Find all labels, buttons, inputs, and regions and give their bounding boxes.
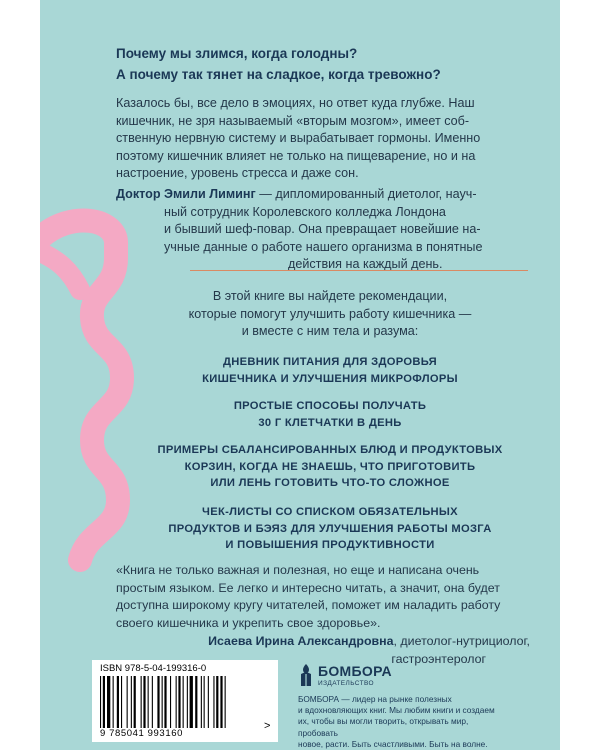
barcode-bar: [213, 676, 214, 728]
barcode-bar: [208, 676, 209, 728]
barcode-bar: [113, 676, 114, 728]
paragraph-line: поэтому кишечник влияет не только на пищеварение, но и на: [116, 148, 476, 163]
barcode-arrow: >: [264, 720, 271, 732]
barcode-bar: [107, 676, 110, 728]
author-paragraph: [116, 186, 526, 274]
barcode-bar: [117, 676, 119, 728]
barcode-bar: [100, 676, 101, 728]
paragraph-line: ный сотрудник Королевского колледжа Лондона: [164, 204, 446, 219]
barcode-bar: [103, 676, 105, 728]
barcode-bar: [220, 676, 222, 728]
barcode-bar: [225, 676, 226, 728]
barcode-bar: [178, 676, 180, 728]
barcode-bar: [127, 676, 128, 728]
author-name: Доктор Эмили Лиминг: [116, 187, 256, 201]
author-description: — дипломированный диетолог, науч-: [255, 187, 477, 201]
barcode-bars: [100, 676, 266, 728]
barcode-bar: [143, 676, 145, 728]
barcode-bar: [204, 676, 205, 728]
barcode-bar: [176, 676, 177, 728]
feature-line: КОРЗИН, КОГДА НЕ ЗНАЕШЬ, ЧТО ПРИГОТОВИТЬ: [184, 460, 476, 473]
paragraph-line: и бывший шеф-повар. Она превращает новейшие на-: [164, 222, 481, 237]
paragraph-line: Казалось бы, все дело в эмоциях, но ответ куда глубже. Наш: [116, 96, 475, 110]
feature-line: КИШЕЧНИКА И УЛУЧШЕНИЯ МИКРОФЛОРЫ: [202, 372, 458, 385]
quote-line: «Книга не только важная и полезная, но еще и написана очень: [116, 563, 480, 577]
quote-author-role-2: гастроэнтеролог: [391, 651, 486, 666]
feature-line: ИЛИ ЛЕНЬ ГОТОВИТЬ ЧТО-ТО СЛОЖНОЕ: [210, 477, 450, 489]
publisher-subtitle: ИЗДАТЕЛЬСТВО: [318, 680, 374, 687]
barcode-bar: [121, 676, 122, 728]
barcode-bar: [141, 676, 142, 728]
review-quote: [116, 562, 536, 632]
paragraph-line: учные данные о работе нашего организма в понятные: [164, 239, 483, 254]
barcode-bar: [216, 676, 218, 728]
intro-paragraph: [116, 95, 526, 183]
question-1: Почему мы злимся, когда голодны?: [116, 46, 358, 61]
bombora-logo-icon: [298, 662, 314, 688]
book-back-cover: [40, 0, 560, 750]
barcode-bar: [162, 676, 163, 728]
paragraph-line: [116, 186, 526, 204]
feature-line: ЧЕК-ЛИСТЫ СО СПИСКОМ ОБЯЗАТЕЛЬНЫХ: [202, 506, 458, 518]
barcode-bar: [187, 676, 188, 728]
quote-author-name: Исаева Ирина Александровна: [208, 634, 394, 648]
intro-line: В этой книге вы найдете рекомендации,: [212, 289, 448, 303]
paragraph-line: кишечник, не зря называемый «вторым мозгом», имеет соб-: [116, 113, 470, 128]
publisher-description: [298, 694, 498, 750]
barcode-bar: [134, 676, 136, 728]
publisher-description-line: новое, расти. Быть счастливыми. Быть на волне.: [298, 738, 488, 749]
feature-line: 30 Г КЛЕТЧАТКИ В ДЕНЬ: [258, 416, 402, 429]
barcode-bar: [195, 676, 197, 728]
feature-line: ДНЕВНИК ПИТАНИЯ ДЛЯ ЗДОРОВЬЯ: [222, 356, 437, 368]
quote-line: простым языком. Ее легко и интересно читать, а значит, она будет: [116, 580, 500, 595]
isbn-number: ISBN 978-5-04-199316-0: [100, 663, 207, 674]
question-2: А почему так тянет на сладкое, когда тревожно?: [116, 67, 441, 82]
barcode-bar: [148, 676, 149, 728]
publisher-description-line: их, чтобы вы могли творить, открывать мир, пробовать: [298, 716, 469, 738]
feature-line: И ПОВЫШЕНИЯ ПРОДУКТИВНОСТИ: [225, 539, 435, 551]
recommendations-intro: [160, 288, 500, 341]
barcode-bar: [190, 676, 193, 728]
paragraph-line: действия на каждый день.: [288, 257, 443, 272]
paragraph-line: настроение, уровень стресса и даже сон.: [116, 166, 359, 181]
quote-line: доступна широкому кругу читателей, поможет им наладить работу: [116, 598, 501, 613]
feature-item-2: [150, 398, 510, 431]
barcode-bar: [170, 676, 171, 728]
barcode-bar: [164, 676, 166, 728]
isbn-barcode: [92, 660, 278, 742]
feature-item-4: [150, 504, 510, 554]
barcode-bar: [152, 676, 153, 728]
barcode-bar: [131, 676, 132, 728]
quote-line: своего кишечника и укрепить свое здоровье».: [116, 615, 381, 630]
feature-item-1: [150, 354, 510, 387]
barcode-bar: [183, 676, 184, 728]
intro-line: и вместе с ним тела и разума:: [241, 324, 419, 339]
section-divider: [190, 270, 528, 271]
barcode-bar: [201, 676, 202, 728]
barcode-bar: [157, 676, 159, 728]
feature-line: ПРОДУКТОВ И БЭЯЗ ДЛЯ УЛУЧШЕНИЯ РАБОТЫ МОЗГА: [168, 522, 492, 535]
intro-line: которые помогут улучшить работу кишечника —: [188, 306, 472, 321]
feature-item-3: [150, 442, 510, 492]
publisher-name: БОМБОРА: [318, 663, 392, 679]
paragraph-line: ственную нервную систему и вырабатывает гормоны. Именно: [116, 131, 481, 146]
publisher-description-line: БОМБОРА — лидер на рынке полезных: [298, 694, 452, 704]
barcode-digits: 9 785041 993160: [100, 728, 183, 739]
quote-author-role: , диетолог-нутрициолог,: [393, 634, 530, 648]
feature-line: ПРОСТЫЕ СПОСОБЫ ПОЛУЧАТЬ: [233, 400, 427, 412]
feature-line: ПРИМЕРЫ СБАЛАНСИРОВАННЫХ БЛЮД И ПРОДУКТОВЫХ: [157, 444, 503, 456]
publisher-description-line: и вдохновляющих книг. Мы любим книги и создаем: [298, 705, 495, 716]
